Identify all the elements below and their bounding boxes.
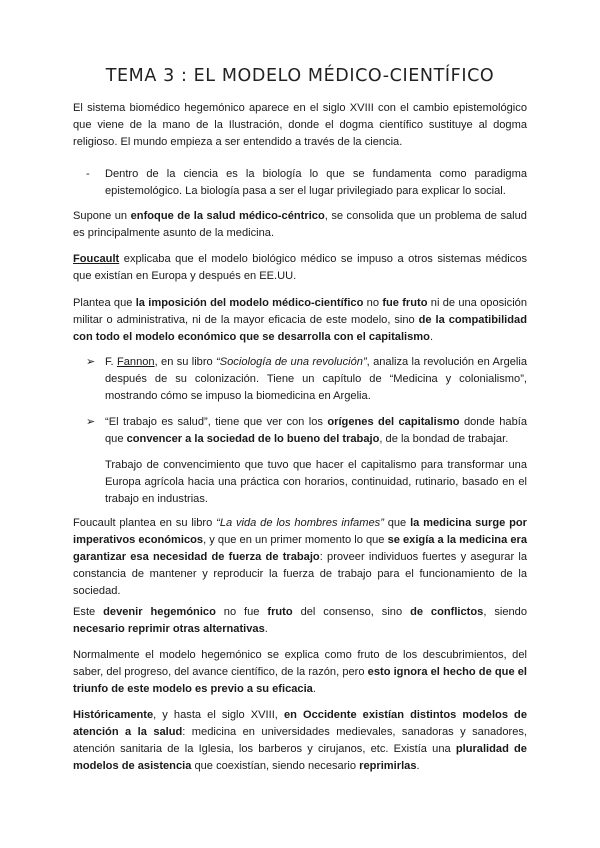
- text: Dentro de la ciencia es la biología lo que se fundamenta como paradigma epistemológico. La biología pasa a ser el lugar privilegiado para explicar lo social.: [105, 168, 527, 197]
- dash-bullet-icon: -: [86, 168, 90, 180]
- bold-text: fruto: [267, 606, 293, 618]
- text: Foucault plantea en su libro: [73, 517, 217, 529]
- text: , de la bondad de trabajar.: [379, 433, 509, 445]
- text: El sistema biomédico hegemónico aparece en el siglo XVIII con el cambio epistemológico que viene de la mano de la Ilustración, donde el dogma científico sustituye al dogma religioso. El mundo empieza a ser entendido a través de la ciencia.: [73, 102, 527, 148]
- bold-underlined-text: Foucault: [73, 253, 120, 265]
- paragraph-foucault: [73, 251, 527, 285]
- text: explicaba que el modelo biológico médico se impuso a otros sistemas médicos que existían en Europa y después en EE.UU.: [73, 253, 527, 282]
- paragraph-convencimiento: [105, 457, 527, 508]
- underlined-text: Fannon: [116, 356, 155, 368]
- text: : medicina en universidades medievales, sanadoras y sanadores, atención sanitaria de la Iglesia, los barberos y cirujanos, etc. Existía una: [73, 726, 527, 755]
- italic-text: “Sociología de una revolución”: [216, 356, 367, 368]
- text: “El trabajo es salud”, tiene que ver con los: [105, 416, 328, 428]
- bold-text: de conflictos: [410, 606, 484, 618]
- bold-text: necesario reprimir otras alternativas: [73, 623, 265, 635]
- paragraph-devenir: [73, 604, 527, 638]
- text: del consenso, sino: [292, 606, 411, 618]
- bold-text: se exigía a la medicina era garantizar esa necesidad de fuerza de trabajo: [73, 534, 527, 563]
- text: Supone un: [73, 210, 131, 222]
- text: , y hasta el siglo XVIII,: [153, 709, 284, 721]
- paragraph-imposicion: [73, 295, 527, 346]
- bold-text: enfoque de la salud médico-céntrico: [130, 210, 325, 222]
- bold-text: convencer a la sociedad de lo bueno del trabajo: [126, 433, 380, 445]
- paragraph-enfoque: [73, 208, 527, 242]
- text: que coexistían, siendo necesario: [191, 760, 360, 772]
- page-title: TEMA 3 : EL MODELO MÉDICO-CIENTÍFICO: [105, 66, 495, 86]
- text: , en su libro: [154, 356, 217, 368]
- text: ni de una oposición militar o administrativa, ni de la mayor eficacia de este modelo, sino: [73, 297, 528, 326]
- bold-text: esto ignora el hecho de que el triunfo de este modelo es previo a su eficacia: [73, 666, 527, 695]
- paragraph-normalmente: [73, 647, 527, 698]
- arrow-list-item-trabajo: [86, 414, 527, 448]
- bold-text: reprimirlas: [359, 760, 417, 772]
- text: que: [383, 517, 411, 529]
- paragraph-vida-hombres-infames: [73, 515, 527, 600]
- text: , siendo: [483, 606, 528, 618]
- text: Plantea que: [73, 297, 136, 309]
- arrow-list-item-fannon: [86, 354, 528, 405]
- bold-text: orígenes del capitalismo: [327, 416, 460, 428]
- text: Normalmente el modelo hegemónico se explica como fruto de los descubrimientos, del saber, del progreso, del avance científico, de la razón, pero: [73, 649, 527, 678]
- text: donde había que: [105, 416, 527, 445]
- text: .: [312, 683, 316, 695]
- bold-text: la medicina surge por imperativos económicos: [73, 517, 527, 546]
- arrow-bullet-icon: ➢: [86, 356, 96, 368]
- bold-text: la imposición del modelo médico-científico: [135, 297, 364, 309]
- text: .: [416, 760, 420, 772]
- text: , y que en un primer momento lo que: [203, 534, 388, 546]
- bold-text: pluralidad de modelos de asistencia: [73, 743, 527, 772]
- bold-text: Históricamente: [73, 709, 154, 721]
- text: Este: [73, 606, 104, 618]
- bold-text: de la compatibilidad con todo el modelo económico que se desarrolla con el capitalismo: [73, 314, 527, 343]
- bold-text: fue fruto: [382, 297, 428, 309]
- text: , se consolida que un problema de salud es principalmente asunto de la medicina.: [73, 210, 527, 239]
- text: no fue: [215, 606, 268, 618]
- text: : proveer individuos fuertes y asegurar la constancia de mantener y reproducir la fuerza de trabajo para el funcionamiento de la sociedad.: [73, 551, 527, 597]
- paragraph-intro: [73, 100, 527, 151]
- text: .: [429, 331, 434, 343]
- text: F.: [105, 356, 117, 368]
- text: Trabajo de convencimiento que tuvo que hacer el capitalismo para transformar una Europa agrícola hacia una práctica con horarios, continuidad, rutinario, basado en el trabajo en industrias.: [105, 459, 527, 505]
- bold-text: devenir hegemónico: [103, 606, 216, 618]
- dash-list-item: [86, 166, 527, 200]
- text: .: [264, 623, 268, 635]
- arrow-bullet-icon: ➢: [86, 416, 96, 428]
- text: , analiza la revolución en Argelia después de su colonización. Tiene un capítulo de “Medicina y colonialismo”, mostrando cómo se impuso la biomedicina en Argelia.: [105, 356, 528, 402]
- text: no: [363, 297, 383, 309]
- paragraph-historicamente: [73, 707, 527, 775]
- bold-text: en Occidente existían distintos modelos de atención a la salud: [73, 709, 528, 738]
- italic-text: “La vida de los hombres infames”: [216, 517, 384, 529]
